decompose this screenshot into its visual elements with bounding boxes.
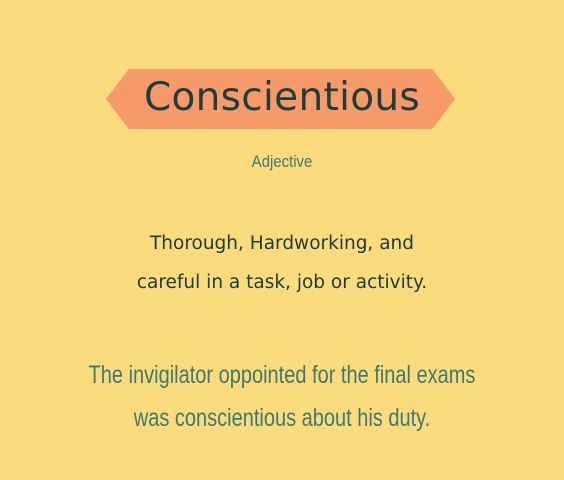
- definition-line-2: careful in a task, job or activity.: [136, 272, 428, 293]
- vocabulary-word: Conscientious: [143, 75, 421, 120]
- definition: [0, 224, 564, 302]
- definition-line-1: Thorough, Hardworking, and: [149, 233, 415, 254]
- example-line-2: was conscientious about his duty.: [133, 404, 431, 432]
- part-of-speech: Adjective: [251, 152, 313, 171]
- example-line-1: The invigilator oppointed for the final exams: [88, 361, 476, 389]
- example-sentence: [56, 354, 507, 440]
